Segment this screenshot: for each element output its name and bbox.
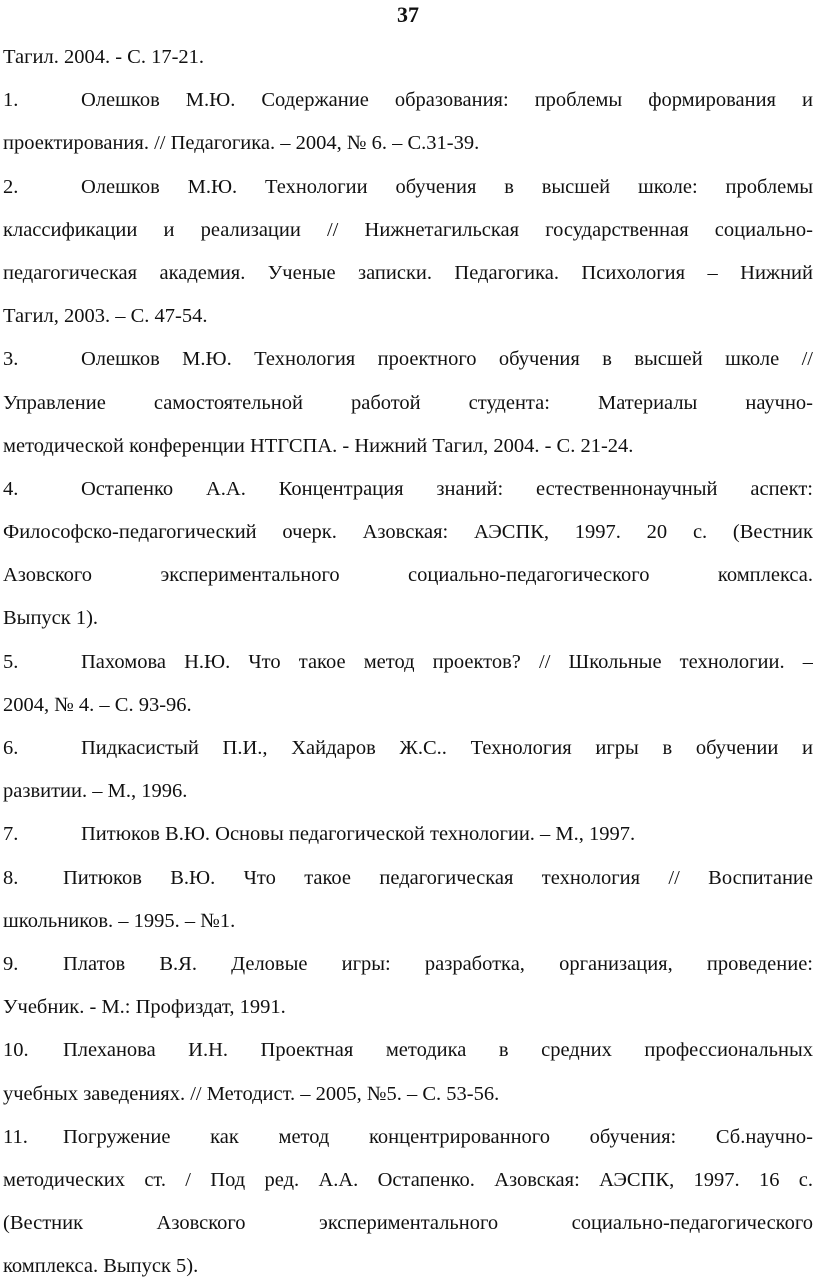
reference-text-line: Азовского экспериментального социально-педагогического комплекса. xyxy=(3,564,813,587)
reference-text-line: Олешков М.Ю. Технологии обучения в высшей школе: проблемы xyxy=(81,175,813,198)
reference-number: 3. xyxy=(3,348,19,371)
reference-number: 8. xyxy=(3,866,19,889)
reference-text-line: Управление самостоятельной работой студента: Материалы научно- xyxy=(3,391,813,414)
reference-item-7 xyxy=(3,813,813,856)
reference-item-8 xyxy=(3,857,813,900)
reference-text-line: Питюков В.Ю. Основы педагогической технологии. – М., 1997. xyxy=(81,823,636,846)
reference-text-line: Философско-педагогический очерк. Азовская: АЭСПК, 1997. 20 с. (Вестник xyxy=(3,521,813,544)
page-number: 37 xyxy=(397,2,419,27)
reference-text-line: Тагил, 2003. – С. 47-54. xyxy=(3,305,208,328)
reference-text-line: Погружение как метод концентрированного обучения: Сб.научно- xyxy=(63,1125,813,1148)
reference-text-line: учебных заведениях. // Методист. – 2005, №5. – С. 53-56. xyxy=(3,1082,500,1105)
reference-number: 1. xyxy=(3,89,19,112)
reference-text-line: классификации и реализации // Нижнетагильская государственная социально- xyxy=(3,218,813,241)
reference-item-2 xyxy=(3,166,813,209)
reference-number: 9. xyxy=(3,952,19,975)
reference-number: 4. xyxy=(3,477,19,500)
reference-text-line: Учебник. - М.: Профиздат, 1991. xyxy=(3,996,286,1019)
reference-text-line: Платов В.Я. Деловые игры: разработка, организация, проведение: xyxy=(63,952,813,975)
reference-number: 10. xyxy=(3,1039,29,1062)
reference-item-10 xyxy=(3,1029,813,1072)
reference-continuation: Тагил. 2004. - С. 17-21. xyxy=(3,46,205,68)
reference-item-11 xyxy=(3,1116,813,1159)
reference-item-5 xyxy=(3,641,813,684)
reference-text-line: 2004, № 4. – С. 93-96. xyxy=(3,693,192,716)
reference-text-line: методической конференции НТГСПА. - Нижний Тагил, 2004. - С. 21-24. xyxy=(3,434,634,457)
reference-text-line: Остапенко А.А. Концентрация знаний: естественнонаучный аспект: xyxy=(81,477,813,500)
reference-text-line: комплекса. Выпуск 5). xyxy=(3,1255,199,1278)
reference-number: 5. xyxy=(3,650,19,673)
reference-item-3 xyxy=(3,338,813,381)
reference-text-line: развитии. – М., 1996. xyxy=(3,780,188,803)
reference-item-4 xyxy=(3,468,813,511)
reference-text-line: (Вестник Азовского экспериментального социально-педагогического xyxy=(3,1212,813,1235)
reference-item-6 xyxy=(3,727,813,770)
reference-number: 11. xyxy=(3,1125,28,1148)
reference-text-line: Пахомова Н.Ю. Что такое метод проектов? // Школьные технологии. – xyxy=(81,650,813,673)
reference-list xyxy=(3,36,813,1288)
reference-text-line: Плеханова И.Н. Проектная методика в средних профессиональных xyxy=(63,1039,813,1062)
reference-item-9 xyxy=(3,943,813,986)
reference-text-line: Выпуск 1). xyxy=(3,607,99,630)
reference-text-line: школьников. – 1995. – №1. xyxy=(3,909,236,932)
reference-text-line: Пидкасистый П.И., Хайдаров Ж.С.. Технология игры в обучении и xyxy=(81,737,813,759)
reference-number: 7. xyxy=(3,823,19,846)
reference-number: 6. xyxy=(3,737,19,759)
reference-text-line: методических ст. / Под ред. А.А. Остапенко. Азовская: АЭСПК, 1997. 16 с. xyxy=(3,1168,813,1191)
reference-item-1 xyxy=(3,79,813,122)
reference-text-line: Олешков М.Ю. Технология проектного обучения в высшей школе // xyxy=(81,348,813,371)
reference-text-line: Олешков М.Ю. Содержание образования: проблемы формирования и xyxy=(81,89,813,112)
reference-text-line: Питюков В.Ю. Что такое педагогическая технология // Воспитание xyxy=(63,866,813,889)
reference-number: 2. xyxy=(3,175,19,198)
reference-text-line: педагогическая академия. Ученые записки. Педагогика. Психология – Нижний xyxy=(3,261,813,284)
reference-text-line: проектирования. // Педагогика. – 2004, № 6. – С.31-39. xyxy=(3,132,480,155)
